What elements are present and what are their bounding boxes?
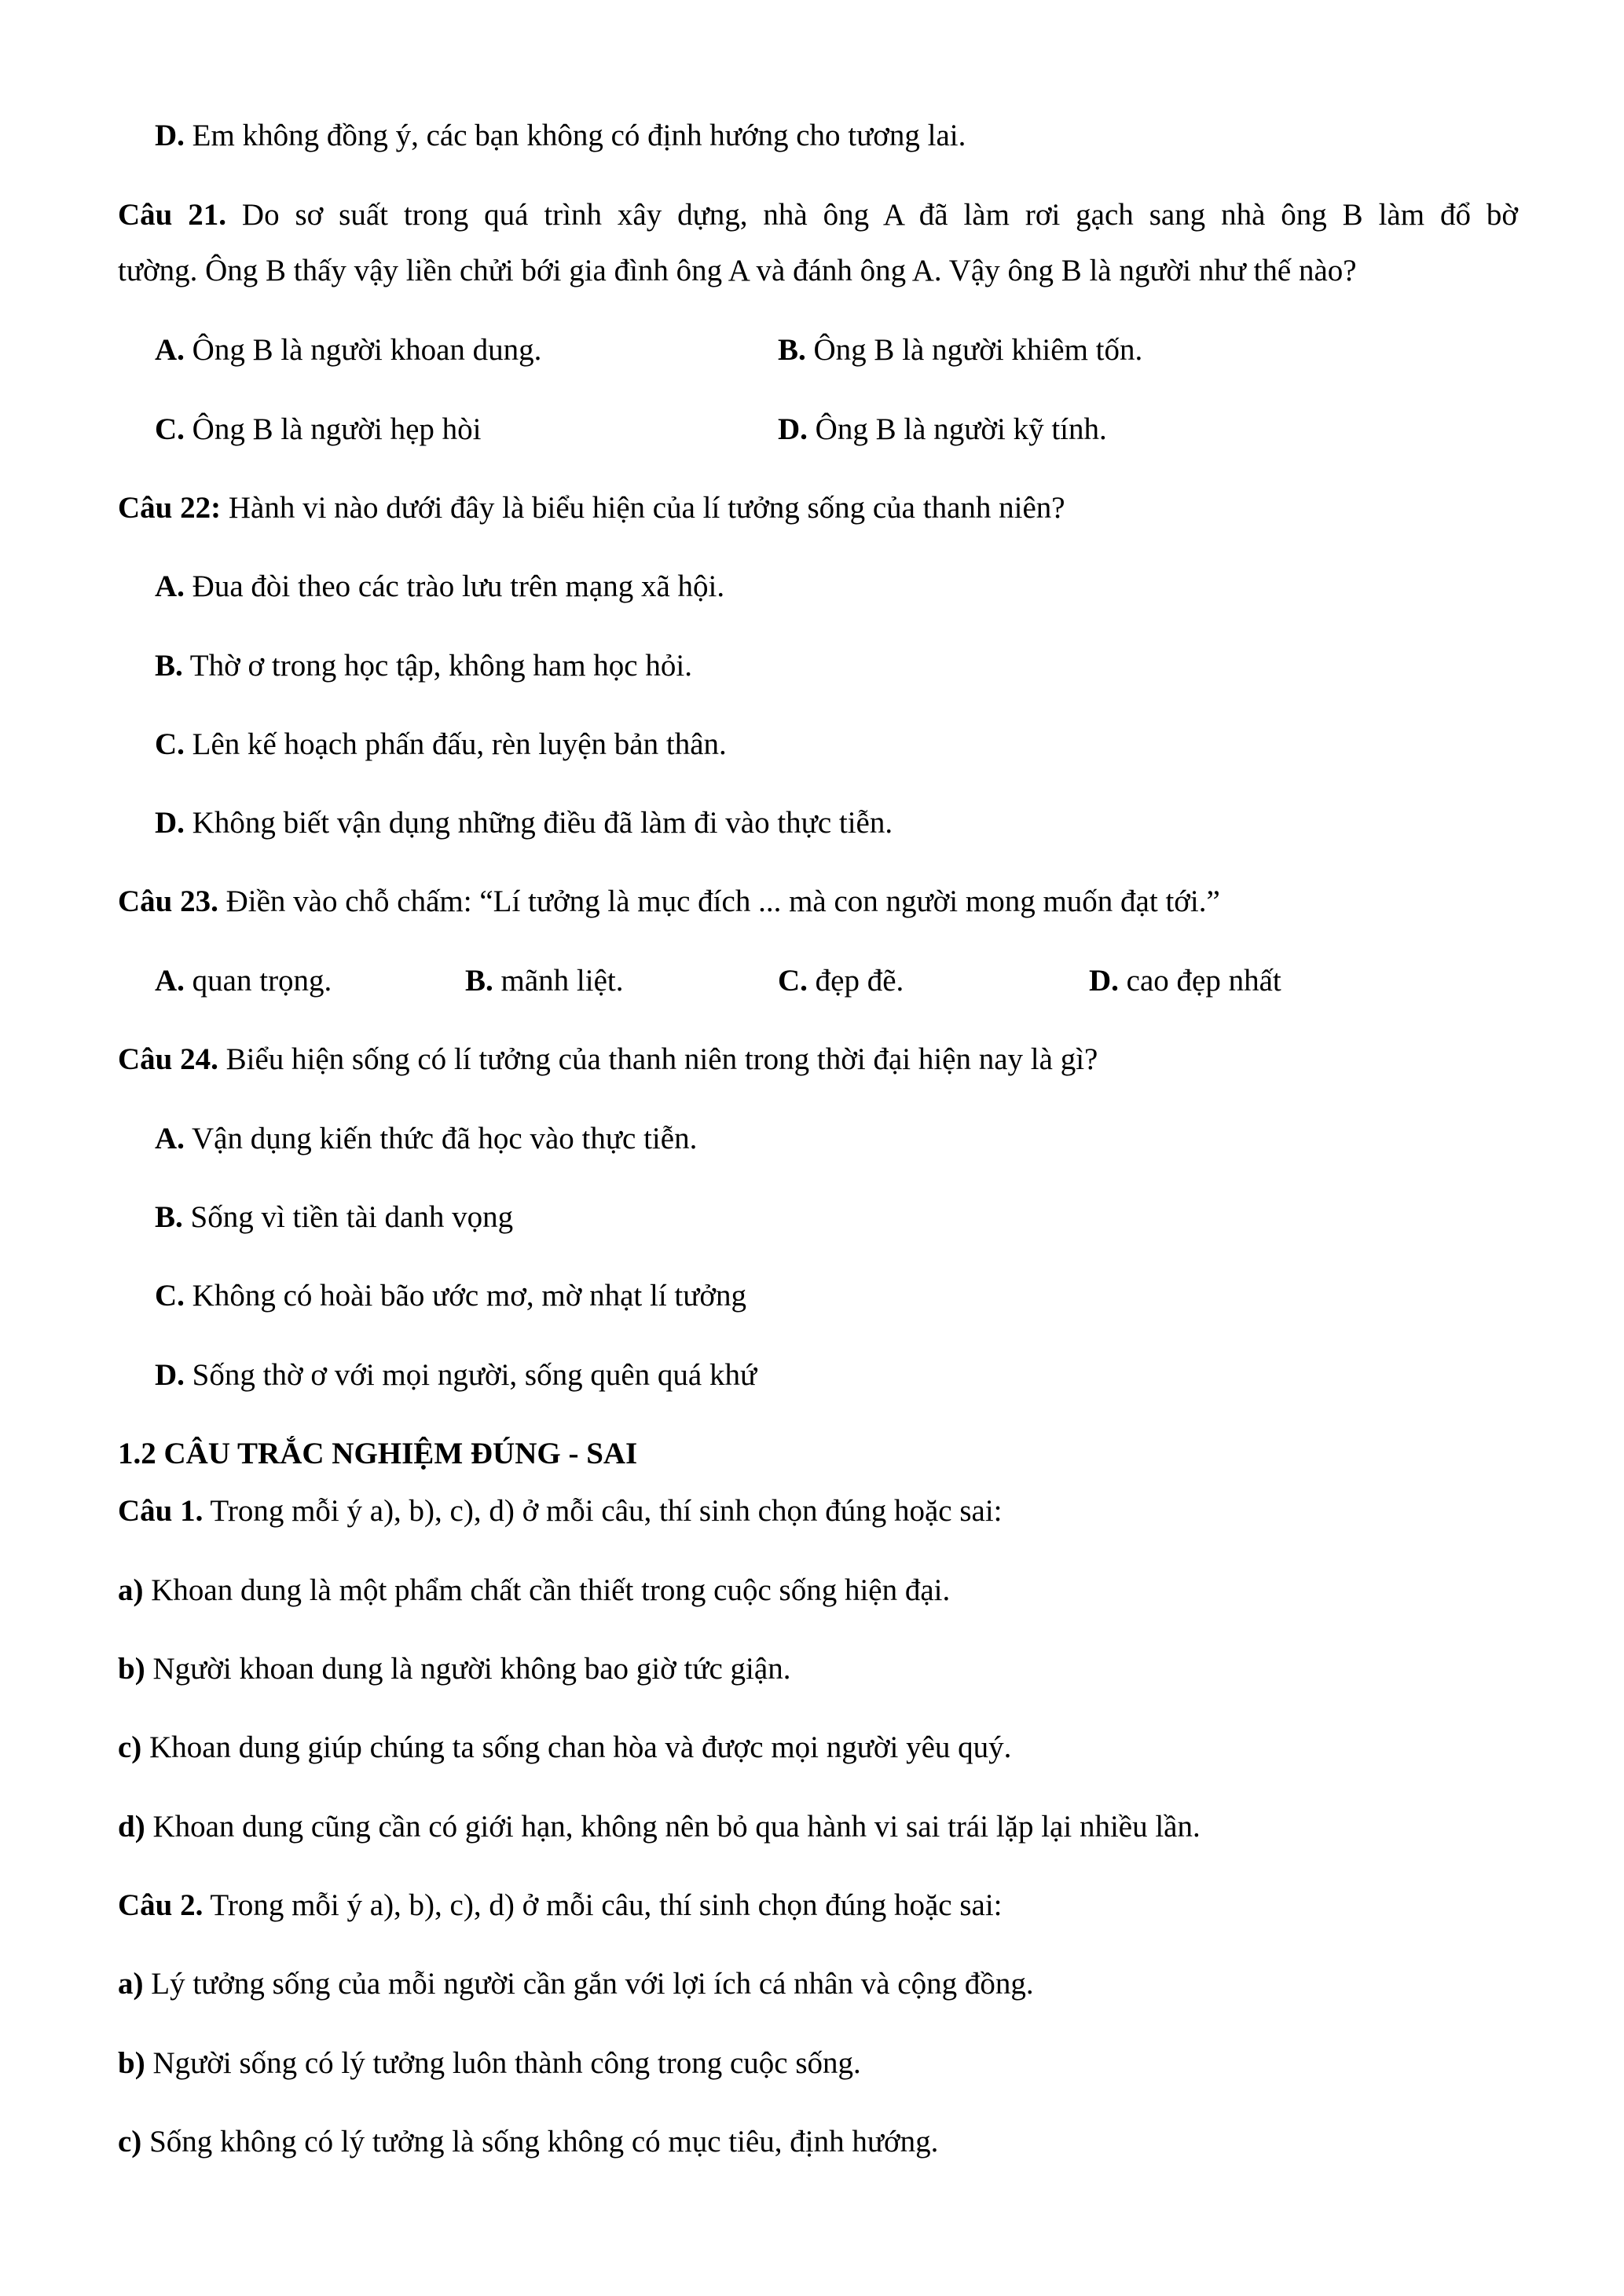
tf-q1-item-c: c) Khoan dung giúp chúng ta sống chan hòa và được mọi người yêu quý. [118,1730,1012,1764]
q22-option-d: D. Không biết vận dụng những điều đã làm đi vào thực tiễn. [155,806,893,840]
q23-option-c: C. đẹp đẽ. [778,964,904,998]
q24-option-d: D. Sống thờ ơ với mọi người, sống quên quá khứ [155,1358,757,1392]
q21-option-d: D. Ông B là người kỹ tính. [778,412,1107,446]
tf-q2-question: Câu 2. Trong mỗi ý a), b), c), d) ở mỗi câu, thí sinh chọn đúng hoặc sai: [118,1888,1003,1922]
tf-q1-item-a: a) Khoan dung là một phẩm chất cần thiết trong cuộc sống hiện đại. [118,1573,951,1607]
tf-q2-item-a: a) Lý tưởng sống của mỗi người cần gắn với lợi ích cá nhân và cộng đồng. [118,1967,1034,2001]
option-text: Em không đồng ý, các bạn không có định hướng cho tương lai. [184,119,966,152]
q23-option-b: B. mãnh liệt. [465,964,624,998]
q22-option-b: B. Thờ ơ trong học tập, không ham học hỏi. [155,649,692,683]
q23-option-d: D. cao đẹp nhất [1089,964,1281,998]
q21-question-line-2: tường. Ông B thấy vậy liền chửi bới gia đình ông A và đánh ông A. Vậy ông B là người như thế nào? [118,254,1357,287]
tf-q1-question: Câu 1. Trong mỗi ý a), b), c), d) ở mỗi câu, thí sinh chọn đúng hoặc sai: [118,1494,1003,1528]
q23-option-a: A. quan trọng. [155,964,332,998]
q21-option-a: A. Ông B là người khoan dung. [155,333,542,367]
q22-option-a: A. Đua đòi theo các trào lưu trên mạng xã hội. [155,569,725,603]
q22-option-c: C. Lên kế hoạch phấn đấu, rèn luyện bản thân. [155,727,727,761]
question-label: Câu 21. [118,198,227,232]
q21-option-b: B. Ông B là người khiêm tốn. [778,333,1143,367]
tf-q1-item-d: d) Khoan dung cũng cần có giới hạn, không nên bỏ qua hành vi sai trái lặp lại nhiều lần. [118,1810,1201,1844]
q21-option-c: C. Ông B là người hẹp hòi [155,412,482,446]
section-heading: 1.2 CÂU TRẮC NGHIỆM ĐÚNG - SAI [118,1437,638,1470]
question-label: Câu 23. [118,884,218,918]
question-label: Câu 22: [118,491,222,525]
q22-question: Câu 22: Hành vi nào dưới đây là biểu hiện của lí tưởng sống của thanh niên? [118,491,1065,525]
q24-option-a: A. Vận dụng kiến thức đã học vào thực tiễn. [155,1122,698,1155]
q24-option-c: C. Không có hoài bão ước mơ, mờ nhạt lí tưởng [155,1279,747,1313]
question-label: Câu 2. [118,1888,203,1922]
tf-q1-item-b: b) Người khoan dung là người không bao giờ tức giận. [118,1652,791,1686]
q21-question-line-1: Câu 21. Do sơ suất trong quá trình xây dựng, nhà ông A đã làm rơi gạch sang nhà ông B làm đổ bờ [118,198,1518,232]
tf-q2-item-b: b) Người sống có lý tưởng luôn thành công trong cuộc sống. [118,2046,861,2080]
q24-question: Câu 24. Biểu hiện sống có lí tưởng của thanh niên trong thời đại hiện nay là gì? [118,1042,1098,1076]
q23-question: Câu 23. Điền vào chỗ chấm: “Lí tưởng là mục đích ... mà con người mong muốn đạt tới.” [118,884,1220,918]
q20-option-d [155,115,966,157]
tf-q2-item-c: c) Sống không có lý tưởng là sống không có mục tiêu, định hướng. [118,2125,939,2159]
q24-option-b: B. Sống vì tiền tài danh vọng [155,1200,514,1234]
question-label: Câu 24. [118,1042,218,1076]
option-letter: D. [155,119,185,152]
question-label: Câu 1. [118,1494,203,1528]
